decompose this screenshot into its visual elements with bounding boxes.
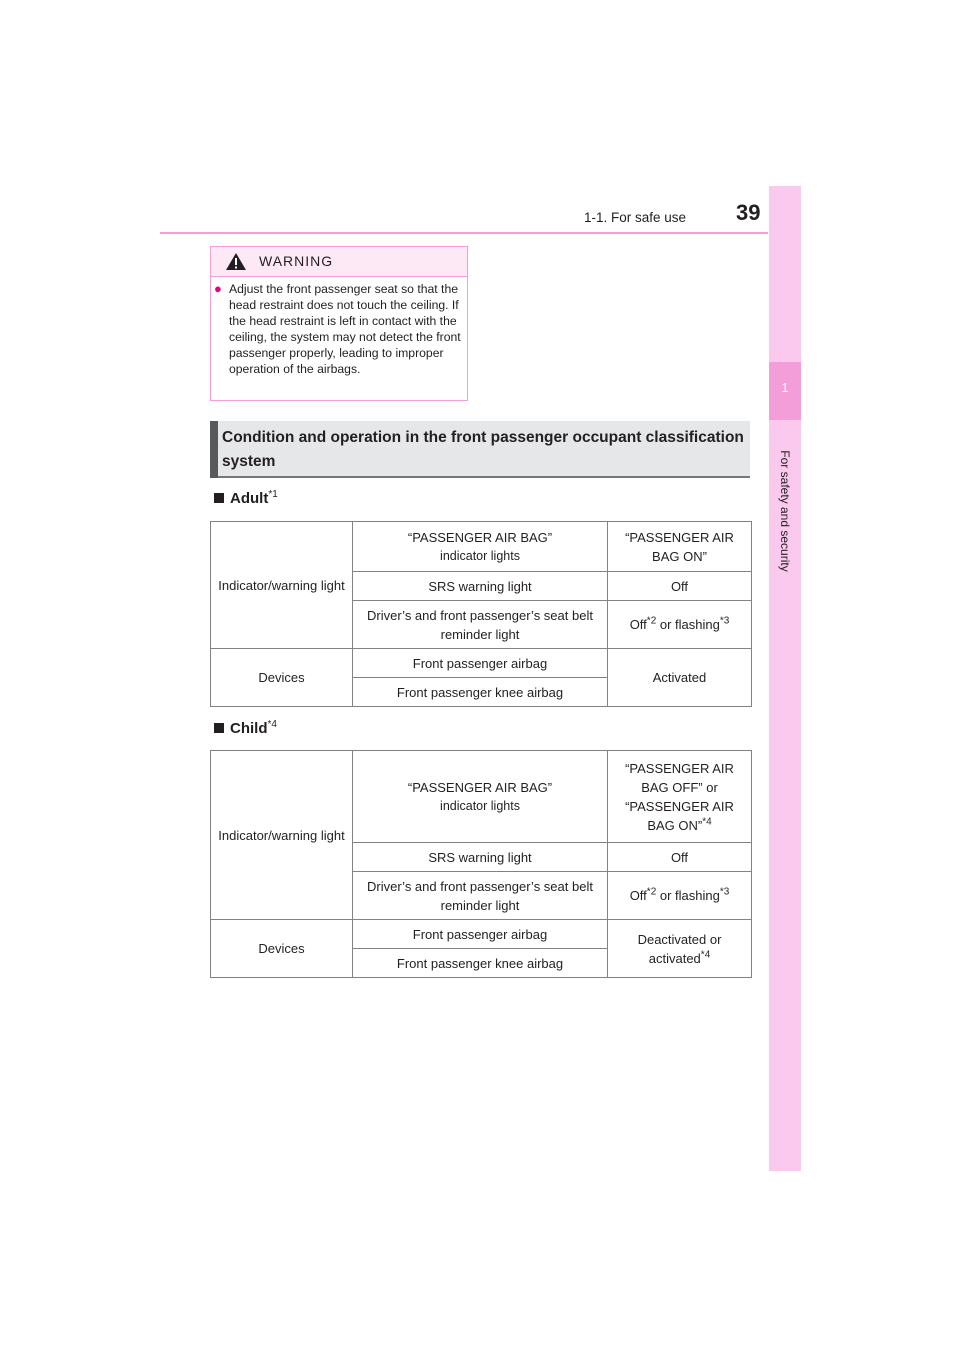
child-label: Child$^{*4}$ (214, 719, 277, 737)
section-heading-bar (210, 421, 218, 478)
item-cell: Front passenger airbag (353, 649, 608, 678)
value-cell: “PASSENGER AIR BAG OFF” or “PASSENGER AIR BAG ON”$^{*4}$ (608, 751, 752, 843)
table-row (211, 920, 752, 949)
header-rule (160, 232, 768, 234)
value-cell: Off$^{*2}$ or flashing$^{*3}$ (608, 601, 752, 649)
group-cell: Indicator/warning light (211, 522, 353, 649)
value-cell: Off$^{*2}$ or flashing$^{*3}$ (608, 872, 752, 920)
item-cell: Front passenger knee airbag (353, 678, 608, 707)
value-cell: Off (608, 843, 752, 872)
child-table (210, 750, 752, 978)
warning-triangle-icon (225, 252, 247, 271)
warning-title: WARNING (259, 253, 334, 269)
value-cell: Activated (608, 649, 752, 707)
adult-label: Adult$^{*1}$ (214, 489, 278, 507)
value-cell: Deactivated or activated$^{*4}$ (608, 920, 752, 978)
side-tab-number: 1 (781, 380, 789, 395)
running-head: 1-1. For safe use (583, 210, 686, 225)
value-cell: “PASSENGER AIR BAG ON” (608, 522, 752, 572)
group-cell: Devices (211, 649, 353, 707)
item-cell: Front passenger airbag (353, 920, 608, 949)
value-cell: Off (608, 572, 752, 601)
table-row (211, 649, 752, 678)
item-cell: SRS warning light (353, 572, 608, 601)
item-cell: Driver’s and front passenger’s seat belt reminder light (353, 601, 608, 649)
item-cell: Front passenger knee airbag (353, 949, 608, 978)
group-cell: Indicator/warning light (211, 751, 353, 920)
item-cell: Driver’s and front passenger’s seat belt reminder light (353, 872, 608, 920)
page-number: 39 (736, 200, 761, 225)
warning-bullet-icon: ● (214, 281, 222, 296)
side-tab-strip (769, 186, 801, 1171)
side-tab-label: For safety and security (778, 450, 792, 572)
table-row (211, 751, 752, 843)
item-cell: “PASSENGER AIR BAG” indicator lights (353, 751, 608, 843)
warning-text: Adjust the front passenger seat so that the head restraint does not touch the ceiling. If the head restraint is left in contact with the ceiling, the system may not detect the front passenger properly, leading to improper operation of the airbags. (229, 282, 461, 376)
item-cell: “PASSENGER AIR BAG” indicator lights (353, 522, 608, 572)
group-cell: Devices (211, 920, 353, 978)
warning-header (211, 247, 467, 277)
square-bullet-icon (214, 723, 224, 733)
item-cell: SRS warning light (353, 843, 608, 872)
adult-table (210, 521, 752, 707)
table-row (211, 522, 752, 572)
square-bullet-icon (214, 493, 224, 503)
section-heading: Condition and operation in the front passenger occupant classification system (222, 429, 744, 470)
